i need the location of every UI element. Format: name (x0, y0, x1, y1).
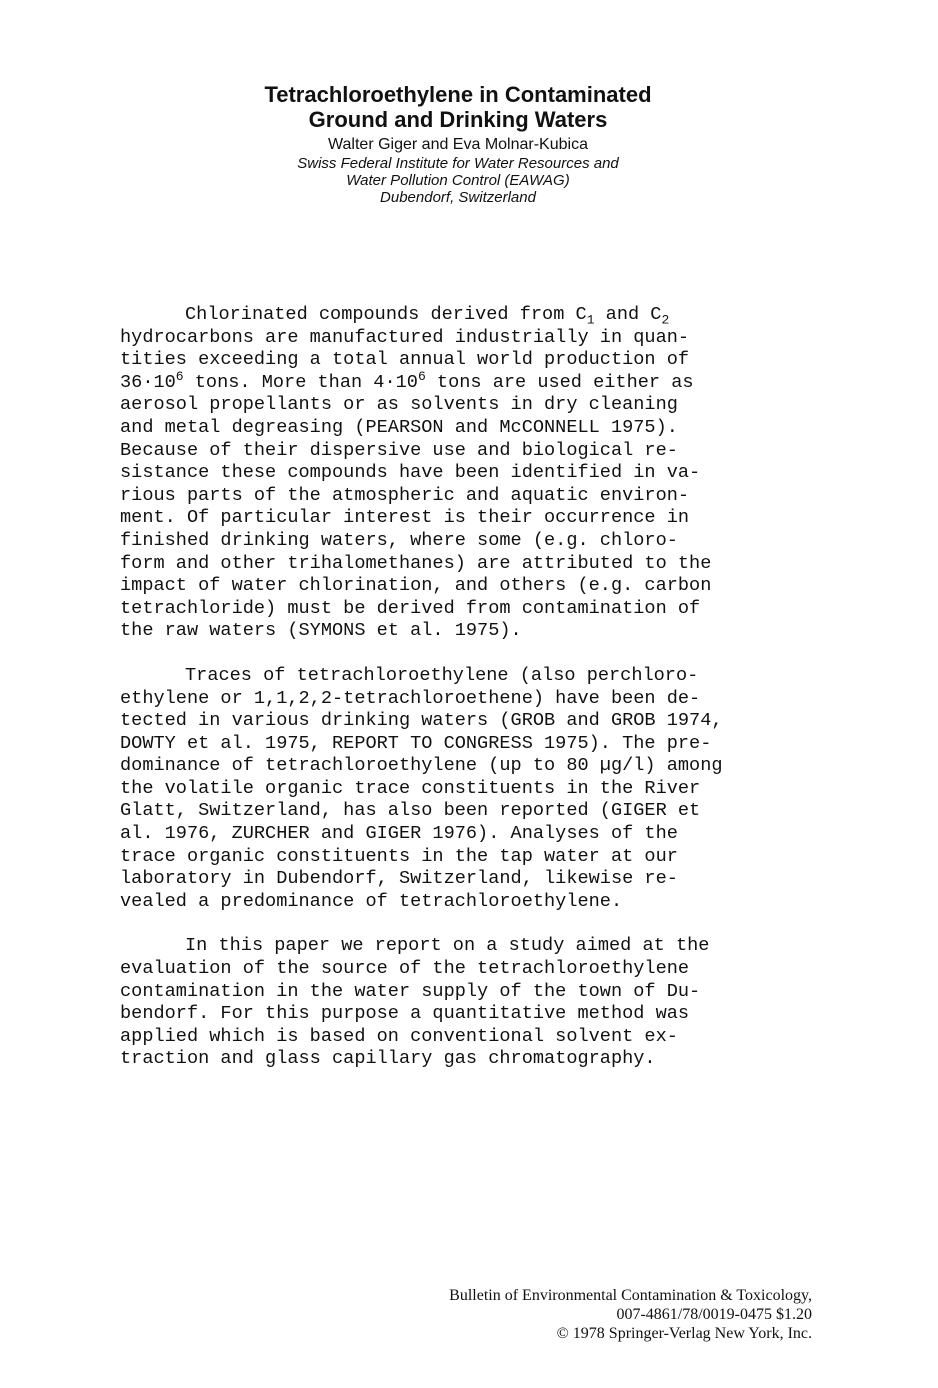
text-line: the volatile organic trace constituents in the River (120, 777, 701, 799)
text-line: impact of water chlorination, and others (e.g. carbon (120, 575, 712, 597)
text-line: laboratory in Dubendorf, Switzerland, likewise re- (120, 868, 678, 890)
affiliation-line-2: Water Pollution Control (EAWAG) (346, 172, 570, 189)
text-line: traction and glass capillary gas chromatography. (120, 1048, 656, 1070)
text-line: Because of their dispersive use and biological re- (120, 439, 678, 461)
text-line: the raw waters (SYMONS et al. 1975). (120, 620, 522, 642)
paragraph-1 (120, 304, 820, 643)
paragraph-3 (120, 935, 820, 1071)
text-line: trace organic constituents in the tap water at our (120, 845, 678, 867)
publication-footer (449, 1286, 812, 1343)
text-line: Traces of tetrachloroethylene (also perchloro- (185, 664, 699, 686)
affiliation-line-3: Dubendorf, Switzerland (380, 189, 536, 206)
text-line: vealed a predominance of tetrachloroethylene. (120, 890, 623, 912)
text-line: sistance these compounds have been identified in va- (120, 462, 701, 484)
text-line: Glatt, Switzerland, has also been reported (GIGER et (120, 800, 701, 822)
article-title (0, 82, 916, 132)
text-line: tected in various drinking waters (GROB and GROB 1974, (120, 710, 723, 732)
text-line: In this paper we report on a study aimed at the (185, 935, 710, 957)
copyright: © 1978 Springer-Verlag New York, Inc. (556, 1325, 812, 1342)
text-line: ment. Of particular interest is their occurrence in (120, 507, 690, 529)
journal-name: Bulletin of Environmental Contamination & Toxicology, (449, 1287, 812, 1304)
article-code: 007-4861/78/0019-0475 $1.20 (616, 1306, 812, 1323)
affiliation (0, 155, 916, 206)
text-line: form and other trihalomethanes) are attributed to the (120, 552, 712, 574)
text-line: aerosol propellants or as solvents in dry cleaning (120, 394, 678, 416)
text-line: ethylene or 1,1,2,2-tetrachloroethene) have been de- (120, 687, 701, 709)
text-line: tetrachloride) must be derived from contamination of (120, 597, 701, 619)
text-line: dominance of tetrachloroethylene (up to 80 µg/l) among (120, 755, 723, 777)
article-header (0, 82, 916, 206)
paragraph-2 (120, 665, 820, 914)
text-line: hydrocarbons are manufactured industrially in quan- (120, 326, 690, 348)
text-line: applied which is based on conventional solvent ex- (120, 1025, 678, 1047)
affiliation-line-1: Swiss Federal Institute for Water Resources and (297, 155, 619, 172)
title-line-2: Ground and Drinking Waters (308, 107, 608, 132)
text-line: finished drinking waters, where some (e.g. chloro- (120, 529, 678, 551)
text-line: rious parts of the atmospheric and aquatic environ- (120, 484, 690, 506)
text-line: evaluation of the source of the tetrachloroethylene (120, 958, 690, 980)
text-line: tities exceeding a total annual world production of (120, 349, 690, 371)
article-body (120, 304, 820, 1093)
text-line: bendorf. For this purpose a quantitative method was (120, 1003, 690, 1025)
authors: Walter Giger and Eva Molnar-Kubica (328, 136, 588, 153)
text-line: Chlorinated compounds derived from $C_1$ and $C_2$ (185, 304, 670, 328)
text-line: and metal degreasing (PEARSON and McCONNELL 1975). (120, 416, 678, 438)
text-line: contamination in the water supply of the town of Du- (120, 980, 701, 1002)
text-line: $36\cdot 10^6$ tons. More than $4\cdot 10^6$ tons are used either as (120, 368, 694, 393)
text-line: DOWTY et al. 1975, REPORT TO CONGRESS 1975). The pre- (120, 732, 712, 754)
title-line-1: Tetrachloroethylene in Contaminated (264, 82, 652, 107)
text-line: al. 1976, ZURCHER and GIGER 1976). Analyses of the (120, 823, 678, 845)
